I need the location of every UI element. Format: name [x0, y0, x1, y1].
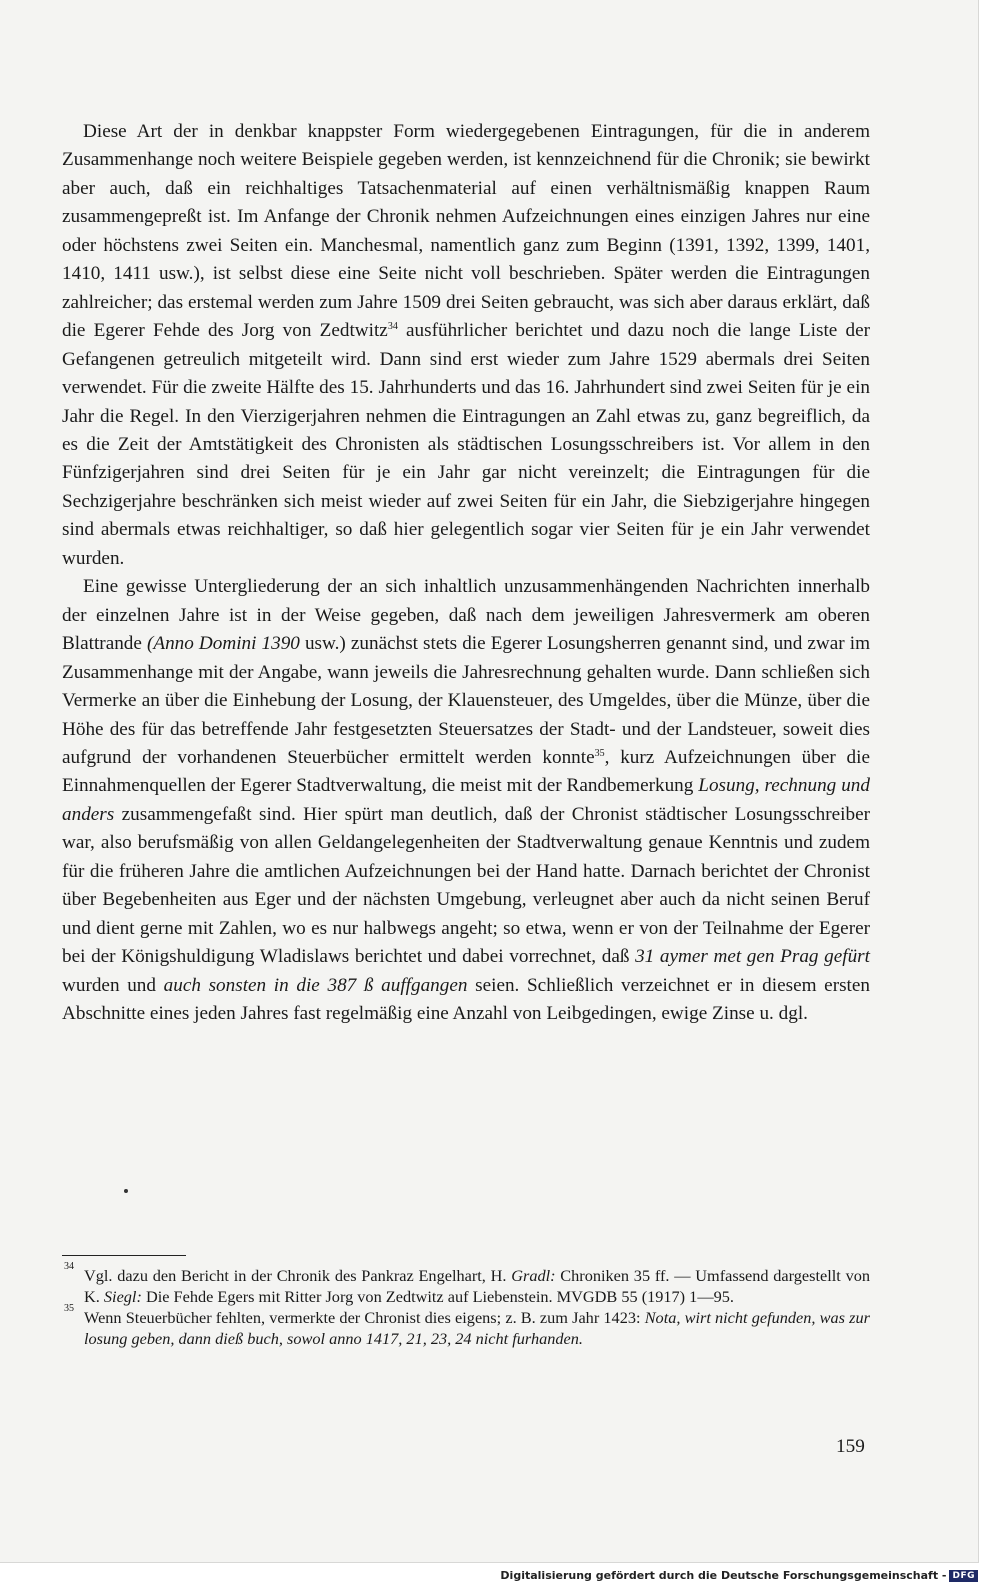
- italic-span: Siegl:: [103, 1287, 142, 1306]
- text-span: Vgl. dazu den Bericht in der Chronik des Pankraz Engelhart, H.: [84, 1266, 512, 1285]
- footnote-ref-35[interactable]: 35: [594, 747, 605, 759]
- footnote-divider: [62, 1255, 186, 1256]
- footnote-mark: 34: [64, 1261, 74, 1272]
- digitization-credit: [500, 1569, 978, 1582]
- text-span: ausführlicher berichtet und dazu noch die lange Liste der Gefangenen getreulich mitgeteilt wird. Dann sind erst wieder zum Jahre 1529 abermals drei Seiten verwendet. Für die zweite Hälfte des 15. Jahrhunderts und das 16. Jahrhundert sind zwei Seiten für je ein Jahr die Regel. In den Vierzigerjahren nehmen die Eintragungen an Zahl etwas zu, ganz begreiflich, da es die Zeit der Amtstätigkeit des Chronisten als städtischen Losungsschreibers ist. Vor allem in den Fünfzigerjahren sind drei Seiten für je ein Jahr gar nicht vereinzelt; die Eintragungen für die Sechzigerjahre beschränken sich meist wieder auf zwei Seiten für ein Jahr, die Siebzigerjahre hingegen sind abermals etwas reichhaltiger, so daß hier gelegentlich sogar vier Seiten für je ein Jahr verwendet wurden.: [62, 320, 870, 569]
- text-span: seien. Schließlich verzeichnet er in diesem ersten Abschnitte eines jeden Jahres fast regelmäßig eine Anzahl von Leibgedingen, ewige Zinse u. dgl.: [62, 974, 870, 1025]
- italic-span: Gradl:: [511, 1266, 556, 1285]
- main-text: [62, 118, 870, 1029]
- text-span: usw.) zunächst stets die Egerer Losungsherren genannt sind, und zwar im Zusammenhange mit der Angabe, wann jeweils die Jahresrechnung gehalten wurde. Dann schließen sich Vermerke an über die Einhebung der Losung, der Klauensteuer, des Umgeldes, über die Münze, über die Höhe des für das betreffende Jahr festgesetzten Steuersatzes der Stadt- und der Landsteuer, soweit dies aufgrund der vorhandenen Steuerbücher ermittelt werden konnte: [62, 633, 870, 768]
- footnote-mark: 35: [64, 1303, 74, 1314]
- italic-span: (Anno Domini 1390: [146, 633, 300, 655]
- paragraph-2: [62, 573, 870, 1028]
- text-span: Die Fehde Egers mit Ritter Jorg von Zedtwitz auf Liebenstein. MVGDB 55 (1917) 1—95.: [141, 1287, 734, 1306]
- text-span: Chroniken 35 ff. — Umfassend dargestellt von K.: [84, 1266, 870, 1306]
- text-span: Eine gewisse Untergliederung der an sich inhaltlich unzusammenhängenden Nachrichten innerhalb der einzelnen Jahre ist in der Weise gegeben, daß nach dem jeweiligen Jahresvermerk am oberen Blattrande: [62, 576, 870, 655]
- text-span: zusammengefaßt sind. Hier spürt man deutlich, daß der Chronist städtischer Losungsschreiber war, also berufsmäßig von allen Geldangelegenheiten der Stadtverwaltung genaue Kenntnis und zudem für die früheren Jahre die amtlichen Aufzeichnungen bei der Hand hatte. Darnach berichtet der Chronist über Begebenheiten aus Eger und der nächsten Umgebung, verleugnet aber auch da nicht seinen Beruf und dient gerne mit Zahlen, wo es nur halbwegs angeht; so etwa, wenn er von der Teilnahme der Egerer bei der Königshuldigung Wladislaws berichtet und dabei vorrechnet, daß: [62, 803, 870, 968]
- dfg-logo: DFG: [949, 1570, 978, 1582]
- text-span: Diese Art der in denkbar knappster Form wiedergegebenen Eintragungen, für die in anderem Zusammenhange noch weitere Beispiele gegeben werden, ist kennzeichnend für die Chronik; sie bewirkt aber auch, daß ein reichhaltiges Tatsachenmaterial auf einen verhältnismäßig knappen Raum zusammengepreßt ist. Im Anfange der Chronik nehmen Aufzeichnungen eines einzigen Jahres nur eine oder höchstens zwei Seiten ein. Manchesmal, namentlich ganz zum Beginn (1391, 1392, 1399, 1401, 1410, 1411 usw.), ist selbst diese eine Seite nicht voll beschrieben. Später werden die Eintragungen zahlreicher; das erstemal werden zum Jahre 1509 drei Seiten gebraucht, was sich aber daraus erklärt, daß die Egerer Fehde des Jorg von Zedtwitz: [62, 121, 870, 342]
- footnotes: [62, 1261, 870, 1349]
- text-span: wurden und: [62, 974, 164, 996]
- footnote-34: [62, 1261, 870, 1307]
- italic-span: Nota, wirt nicht gefunden, was zur losung geben, dann dieß buch, sowol anno 1417, 21, 23, 24 nicht furhanden.: [84, 1308, 870, 1348]
- italic-span: Losung, rechnung und anders: [62, 775, 870, 825]
- paragraph-1: [62, 118, 870, 573]
- text-span: , kurz Aufzeichnungen über die Einnahmenquellen der Egerer Stadtverwaltung, die meist mit der Randbemerkung: [62, 746, 870, 797]
- credit-text: Digitalisierung gefördert durch die Deutsche Forschungsgemeinschaft -: [500, 1569, 947, 1582]
- footnote-ref-34[interactable]: 34: [387, 321, 398, 333]
- text-span: Wenn Steuerbücher fehlten, vermerkte der Chronist dies eigens; z. B. zum Jahr 1423:: [84, 1308, 645, 1327]
- stray-dot: [124, 1189, 128, 1193]
- footnote-35: [62, 1303, 870, 1349]
- italic-span: 31 aymer met gen Prag gefürt: [635, 946, 870, 968]
- page-number: 159: [836, 1436, 865, 1457]
- italic-span: auch sonsten in die 387 ß auffgangen: [163, 974, 468, 996]
